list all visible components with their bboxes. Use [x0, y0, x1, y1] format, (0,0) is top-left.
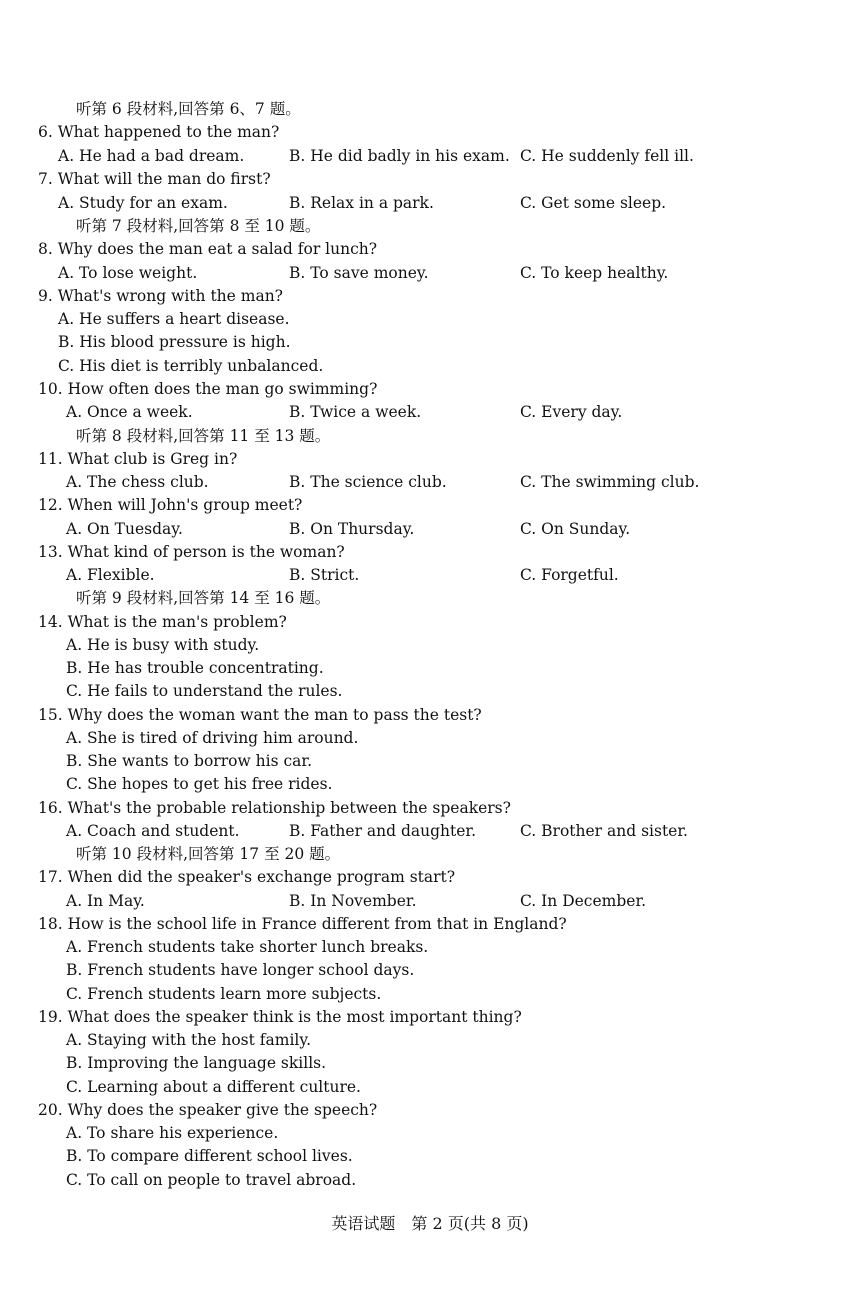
question-8-option-a: A. To lose weight.: [58, 264, 198, 282]
question-11-option-a: A. The chess club.: [66, 473, 209, 491]
question-8-option-c: C. To keep healthy.: [520, 264, 669, 282]
question-20-option-c: C. To call on people to travel abroad.: [66, 1171, 357, 1189]
section-heading-10: 听第 10 段材料,回答第 17 至 20 题。: [76, 845, 341, 863]
question-7-option-a: A. Study for an exam.: [58, 194, 228, 212]
question-19-option-a: A. Staying with the host family.: [66, 1031, 311, 1049]
question-15-stem: 15. Why does the woman want the man to pass the test?: [38, 706, 482, 724]
question-11-option-b: B. The science club.: [289, 473, 447, 491]
section-heading-8: 听第 8 段材料,回答第 11 至 13 题。: [76, 427, 331, 445]
question-13-stem: 13. What kind of person is the woman?: [38, 543, 345, 561]
question-9-option-a: A. He suffers a heart disease.: [58, 310, 290, 328]
question-11-stem: 11. What club is Greg in?: [38, 450, 238, 468]
question-15-option-c: C. She hopes to get his free rides.: [66, 775, 333, 793]
question-9-option-b: B. His blood pressure is high.: [58, 333, 291, 351]
question-16-option-c: C. Brother and sister.: [520, 822, 688, 840]
question-13-option-a: A. Flexible.: [66, 566, 155, 584]
question-9-option-c: C. His diet is terribly unbalanced.: [58, 357, 324, 375]
question-10-option-b: B. Twice a week.: [289, 403, 422, 421]
question-19-option-c: C. Learning about a different culture.: [66, 1078, 361, 1096]
question-14-option-c: C. He fails to understand the rules.: [66, 682, 343, 700]
question-7-option-c: C. Get some sleep.: [520, 194, 667, 212]
page-footer: 英语试题 第 2 页(共 8 页): [331, 1214, 529, 1233]
question-18-stem: 18. How is the school life in France different from that in England?: [38, 915, 567, 933]
question-6-stem: 6. What happened to the man?: [38, 123, 280, 141]
question-8-option-b: B. To save money.: [289, 264, 429, 282]
question-12-option-a: A. On Tuesday.: [66, 520, 183, 538]
question-13-option-b: B. Strict.: [289, 566, 360, 584]
question-19-stem: 19. What does the speaker think is the most important thing?: [38, 1008, 522, 1026]
question-16-option-a: A. Coach and student.: [66, 822, 240, 840]
question-17-option-c: C. In December.: [520, 892, 647, 910]
question-17-stem: 17. When did the speaker's exchange program start?: [38, 868, 456, 886]
question-18-option-a: A. French students take shorter lunch breaks.: [66, 938, 429, 956]
question-18-option-c: C. French students learn more subjects.: [66, 985, 382, 1003]
question-15-option-b: B. She wants to borrow his car.: [66, 752, 313, 770]
question-6-option-b: B. He did badly in his exam.: [289, 147, 510, 165]
question-19-option-b: B. Improving the language skills.: [66, 1054, 327, 1072]
question-16-stem: 16. What's the probable relationship between the speakers?: [38, 799, 511, 817]
question-12-option-c: C. On Sunday.: [520, 520, 631, 538]
question-20-option-a: A. To share his experience.: [66, 1124, 279, 1142]
question-10-option-a: A. Once a week.: [66, 403, 193, 421]
question-16-option-b: B. Father and daughter.: [289, 822, 477, 840]
question-20-option-b: B. To compare different school lives.: [66, 1147, 353, 1165]
question-7-option-b: B. Relax in a park.: [289, 194, 434, 212]
question-10-option-c: C. Every day.: [520, 403, 623, 421]
question-14-option-a: A. He is busy with study.: [66, 636, 260, 654]
question-14-stem: 14. What is the man's problem?: [38, 613, 287, 631]
question-10-stem: 10. How often does the man go swimming?: [38, 380, 378, 398]
question-15-option-a: A. She is tired of driving him around.: [66, 729, 359, 747]
question-17-option-a: A. In May.: [66, 892, 145, 910]
question-17-option-b: B. In November.: [289, 892, 417, 910]
section-heading-7: 听第 7 段材料,回答第 8 至 10 题。: [76, 217, 321, 235]
question-12-stem: 12. When will John's group meet?: [38, 496, 303, 514]
section-heading-9: 听第 9 段材料,回答第 14 至 16 题。: [76, 589, 331, 607]
section-heading-6: 听第 6 段材料,回答第 6、7 题。: [76, 100, 301, 118]
question-6-option-c: C. He suddenly fell ill.: [520, 147, 694, 165]
question-18-option-b: B. French students have longer school days.: [66, 961, 415, 979]
question-9-stem: 9. What's wrong with the man?: [38, 287, 283, 305]
question-6-option-a: A. He had a bad dream.: [58, 147, 245, 165]
question-12-option-b: B. On Thursday.: [289, 520, 415, 538]
question-8-stem: 8. Why does the man eat a salad for lunch?: [38, 240, 378, 258]
question-14-option-b: B. He has trouble concentrating.: [66, 659, 324, 677]
question-13-option-c: C. Forgetful.: [520, 566, 619, 584]
question-7-stem: 7. What will the man do first?: [38, 170, 271, 188]
question-11-option-c: C. The swimming club.: [520, 473, 700, 491]
question-20-stem: 20. Why does the speaker give the speech?: [38, 1101, 378, 1119]
